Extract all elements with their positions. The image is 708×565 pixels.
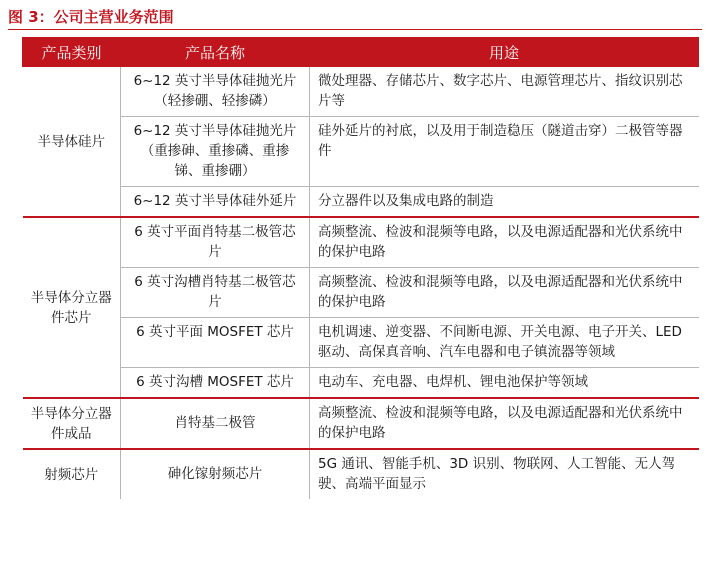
usage-cell: 高频整流、检波和混频等电路，以及电源适配器和光伏系统中的保护电路 <box>310 268 699 318</box>
usage-cell: 微处理器、存储芯片、数字芯片、电源管理芯片、指纹识别芯片等 <box>310 67 699 117</box>
table-header-row <box>23 38 699 67</box>
usage-cell: 高频整流、检波和混频等电路，以及电源适配器和光伏系统中的保护电路 <box>310 217 699 268</box>
table-row <box>23 187 699 218</box>
table-row <box>23 368 699 399</box>
title-divider <box>8 29 702 30</box>
table-row <box>23 217 699 268</box>
product-name-cell: 6~12 英寸半导体硅抛光片（轻掺硼、轻掺磷） <box>121 67 310 117</box>
product-name-cell: 砷化镓射频芯片 <box>121 449 310 499</box>
product-name-cell: 6 英寸平面 MOSFET 芯片 <box>121 318 310 368</box>
header-category: 产品类别 <box>23 38 121 67</box>
table-row <box>23 449 699 499</box>
business-scope-table <box>22 37 699 499</box>
figure-title: 图 3：公司主营业务范围 <box>8 8 174 26</box>
usage-cell: 高频整流、检波和混频等电路，以及电源适配器和光伏系统中的保护电路 <box>310 398 699 449</box>
usage-cell: 硅外延片的衬底，以及用于制造稳压（隧道击穿）二极管等器件 <box>310 117 699 187</box>
usage-cell: 5G 通讯、智能手机、3D 识别、物联网、人工智能、无人驾驶、高端平面显示 <box>310 449 699 499</box>
product-name-cell: 6 英寸沟槽肖特基二极管芯片 <box>121 268 310 318</box>
usage-cell: 电动车、充电器、电焊机、锂电池保护等领域 <box>310 368 699 399</box>
product-name-cell: 肖特基二极管 <box>121 398 310 449</box>
header-product-name: 产品名称 <box>121 38 310 67</box>
product-name-cell: 6 英寸沟槽 MOSFET 芯片 <box>121 368 310 399</box>
header-usage: 用途 <box>310 38 699 67</box>
table-row <box>23 398 699 449</box>
product-name-cell: 6 英寸平面肖特基二极管芯片 <box>121 217 310 268</box>
usage-cell: 电机调速、逆变器、不间断电源、开关电源、电子开关、LED 驱动、高保真音响、汽车电器和电子镇流器等领域 <box>310 318 699 368</box>
usage-cell: 分立器件以及集成电路的制造 <box>310 187 699 218</box>
category-cell: 半导体硅片 <box>23 67 121 218</box>
category-cell: 半导体分立器件成品 <box>23 398 121 449</box>
category-cell: 射频芯片 <box>44 466 99 483</box>
category-cell: 半导体分立器件芯片 <box>23 217 121 398</box>
table-row <box>23 117 699 187</box>
table-row <box>23 67 699 117</box>
table-row <box>23 268 699 318</box>
product-name-cell: 6~12 英寸半导体硅抛光片（重掺砷、重掺磷、重掺锑、重掺硼） <box>121 117 310 187</box>
table-row <box>23 318 699 368</box>
product-name-cell: 6~12 英寸半导体硅外延片 <box>121 187 310 218</box>
